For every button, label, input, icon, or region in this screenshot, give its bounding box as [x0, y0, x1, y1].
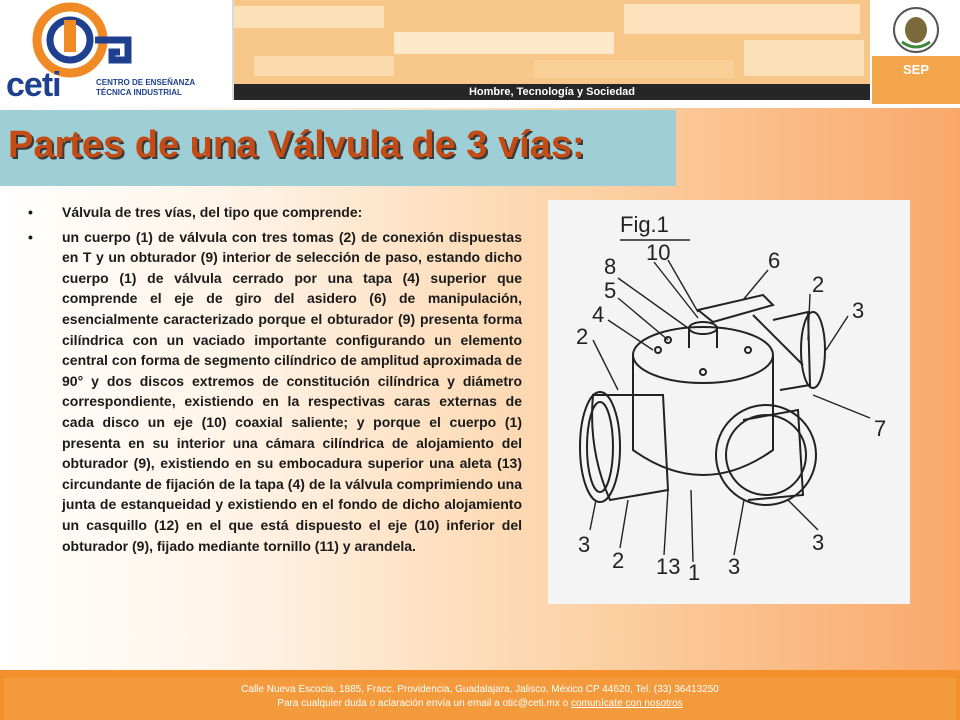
figure-label: 2 — [812, 272, 825, 297]
figure-label: 3 — [578, 532, 591, 557]
bullet-dot-icon: • — [28, 228, 33, 245]
ceti-logo[interactable] — [0, 0, 234, 104]
mexico-seal — [872, 0, 960, 56]
sep-logo — [872, 56, 960, 104]
eagle-seal-icon — [872, 0, 960, 56]
bullet-item — [26, 202, 522, 223]
valve-figure — [548, 200, 910, 604]
footer-contact — [0, 698, 960, 709]
logo-subtitle-2: TÉCNICA INDUSTRIAL — [96, 88, 182, 97]
figure-label: 1 — [688, 560, 701, 585]
header — [0, 0, 960, 108]
footer-address: Calle Nueva Escocia, 1885, Fracc. Providencia, Guadalajara, Jalisco, México CP 44620, Tel. (33) 36413250 — [241, 684, 719, 695]
bullet-item — [26, 227, 522, 557]
logo-subtitle-1: CENTRO DE ENSEÑANZA — [96, 78, 196, 87]
figure-label: 3 — [812, 530, 825, 555]
tagline-bar — [234, 84, 870, 100]
logo-wordmark: ceti — [6, 66, 61, 104]
contact-link[interactable]: comunícate con nosotros — [570, 698, 683, 709]
header-banner — [234, 0, 870, 84]
bullet-text: Válvula de tres vías, del tipo que comprende: — [62, 204, 363, 220]
figure-label: 2 — [612, 548, 625, 573]
footer — [0, 670, 960, 720]
figure-label: 6 — [768, 248, 781, 273]
valve-drawing — [548, 200, 910, 604]
bullet-text: un cuerpo (1) de válvula con tres tomas (2) de conexión dispuestas en T y un obturador (9) interior de selección de paso, estando dicho cuerpo (1) de válvula cerrado por una tapa (4) superior que comprende el eje de giro del asidero (6) de manipulación, esencialmente caracterizado porque el obturador (9) presenta forma cilíndrica con un vaciado importante configurando un elemento central con forma de segmento cilíndrico de amplitud aproximada de 90° y dos discos extremos de constitución cilíndrica y diámetro correspondiente, existiendo en la respectivas caras externas de cada disco un eje (10) coaxial saliente; y porque el cuerpo (1) presenta en su interior una cámara cilíndrica de alojamiento del obturador (9), existiendo en su embocadura superior una aleta (13) circundante de fijación de la tapa (4) de la válvula comprimiendo una junta de estanqueidad y existiendo en el fondo de dicho alojamiento un casquillo (12) en el que está dispuesto el eje (10) inferior del obturador (9), fijado mediante tornillo (11) y arandela. — [62, 228, 522, 554]
figure-label: 5 — [604, 278, 617, 303]
sep-label: SEP — [902, 62, 929, 77]
title-band — [0, 110, 676, 186]
figure-label: 8 — [604, 254, 617, 279]
figure-label: 13 — [656, 554, 681, 579]
figure-label: 4 — [592, 302, 605, 327]
footer-contact-text: Para cualquier duda o aclaración envía un email a otic@ceti.mx o — [277, 698, 571, 709]
bullet-dot-icon: • — [28, 204, 33, 220]
figure-label: 3 — [852, 298, 865, 323]
figure-label: 2 — [576, 324, 589, 349]
figure-label: 10 — [646, 240, 671, 265]
figure-label: 7 — [874, 416, 887, 441]
slide-title: Partes de una Válvula de 3 vías: — [8, 124, 585, 166]
figure-caption: Fig.1 — [620, 212, 669, 237]
bullet-list — [26, 202, 522, 560]
figure-label: 3 — [728, 554, 741, 579]
tagline: Hombre, Tecnología y Sociedad — [468, 86, 636, 98]
